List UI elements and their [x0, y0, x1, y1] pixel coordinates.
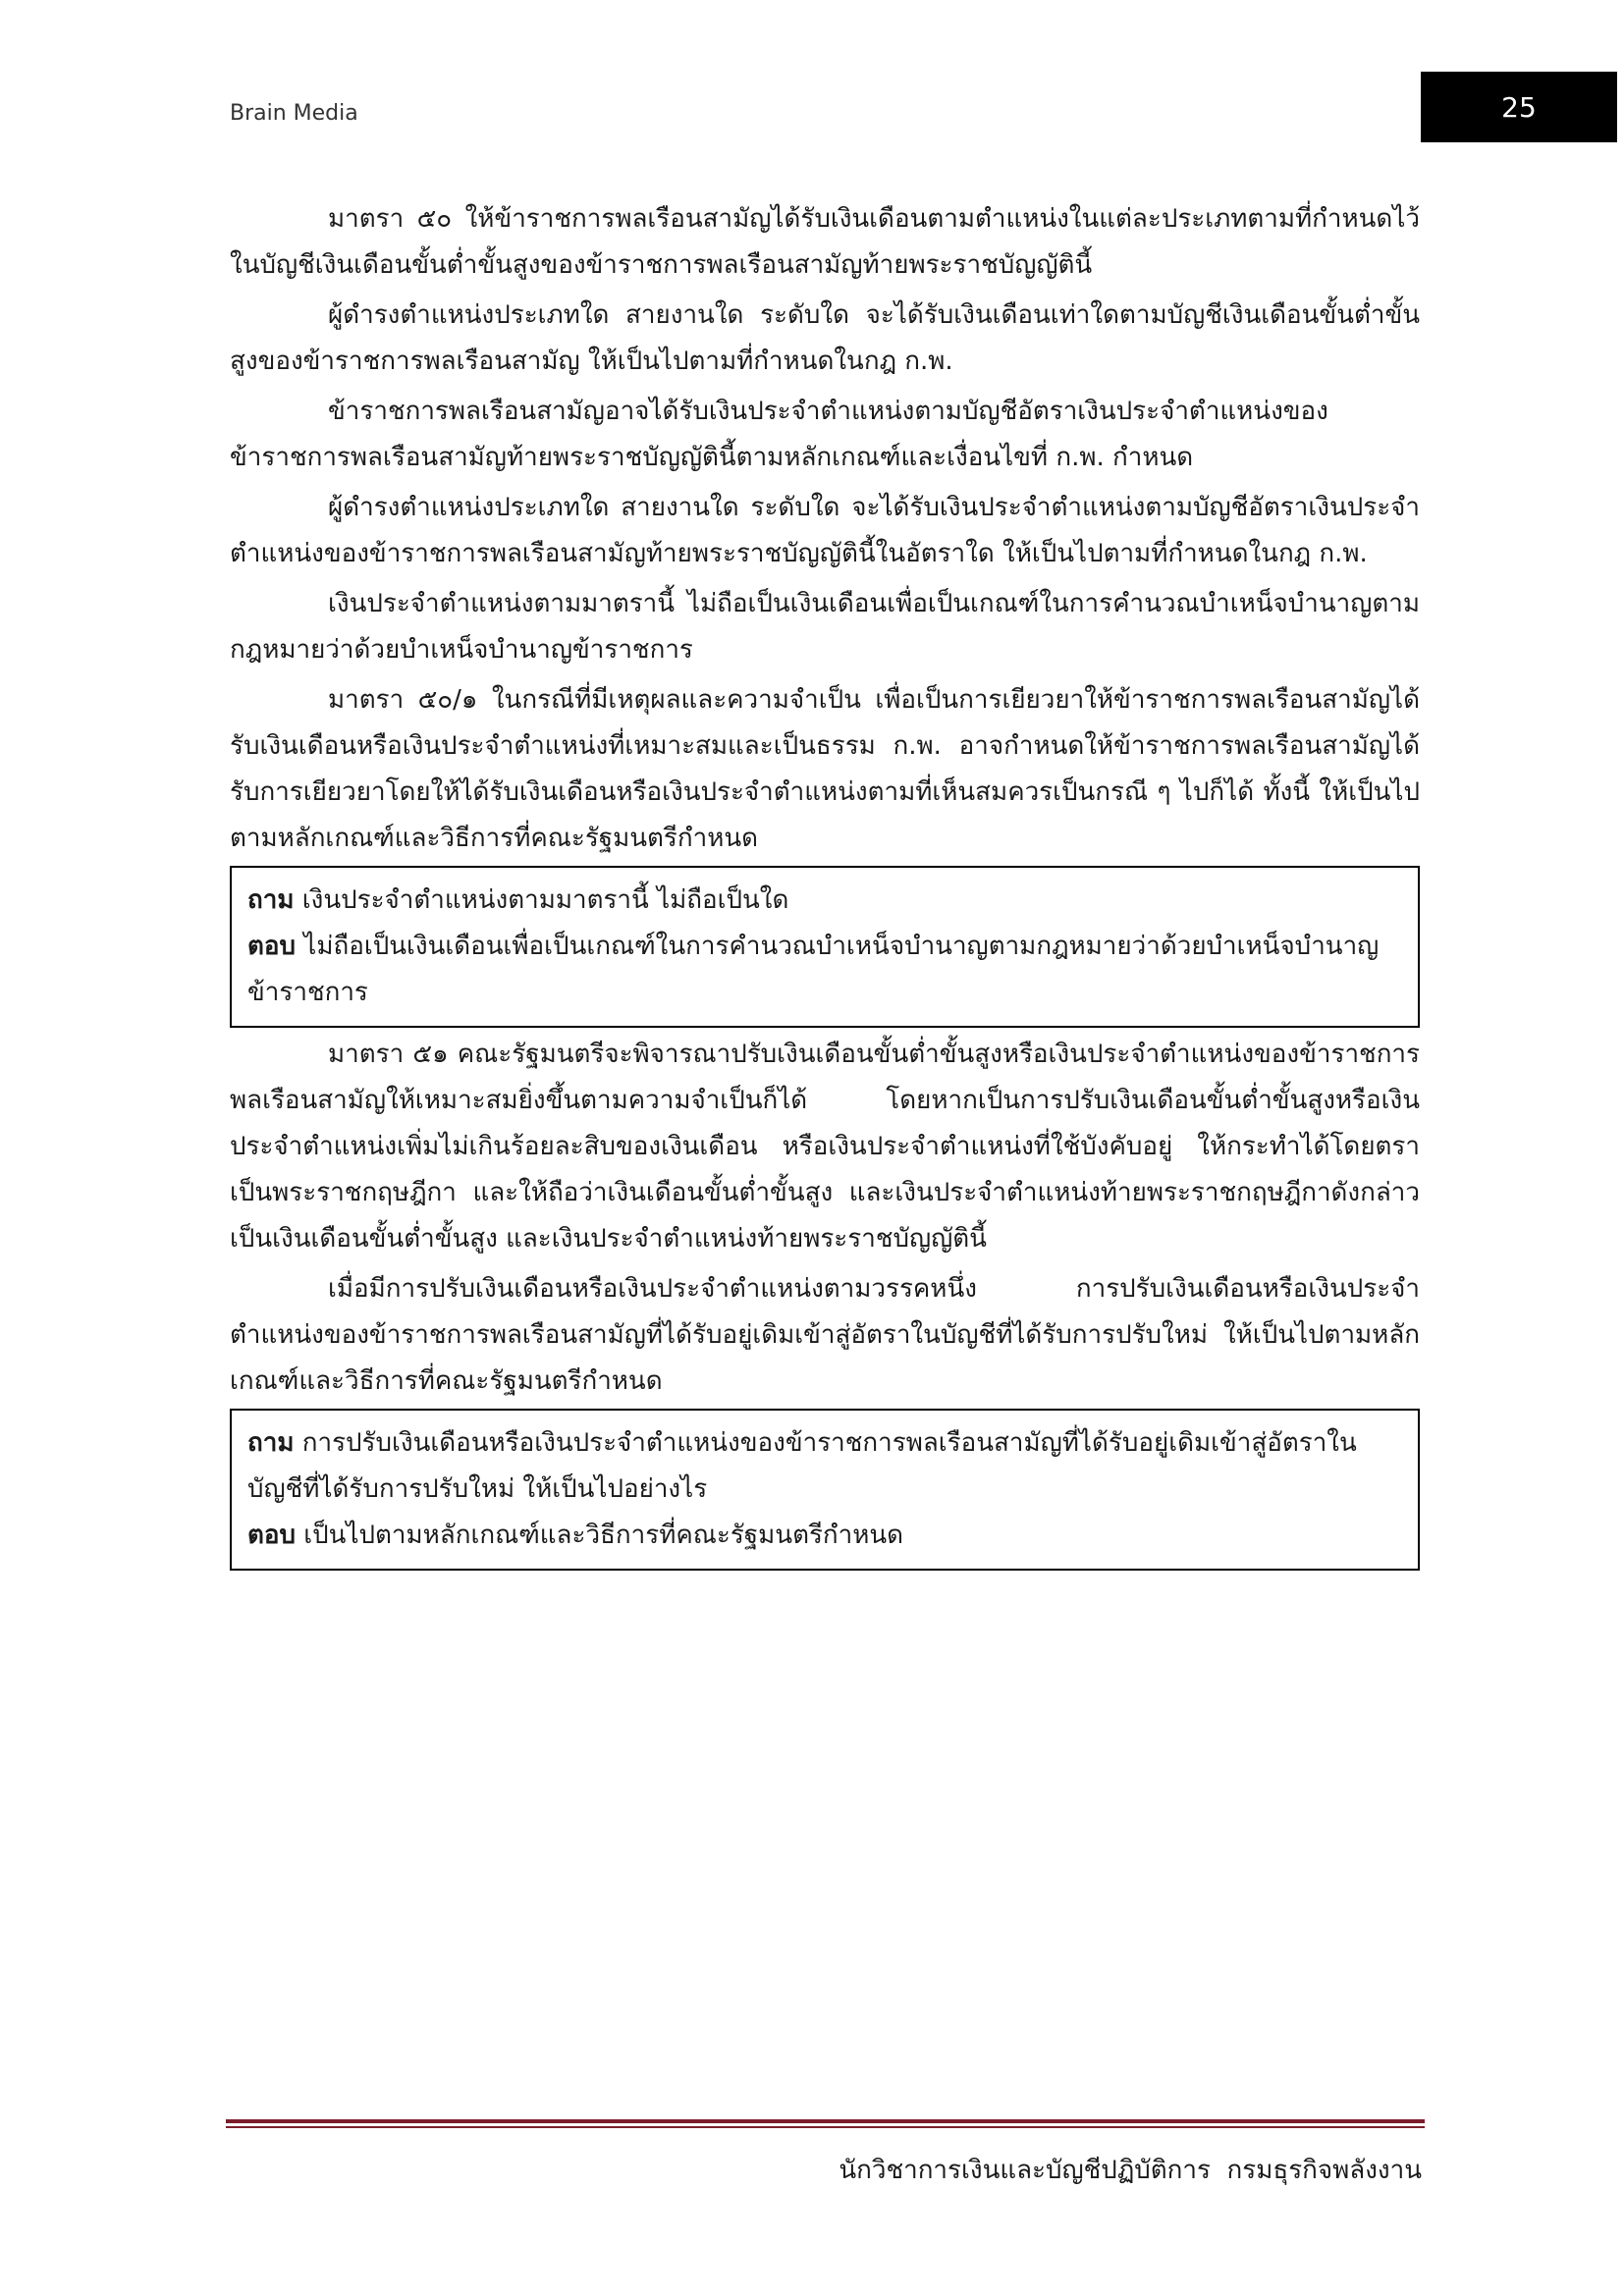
question-label: ถาม [247, 1428, 295, 1458]
page-number: 25 [1501, 90, 1537, 124]
answer-label: ตอบ [247, 1521, 297, 1550]
header-brand: Brain Media [230, 101, 358, 126]
answer-line [247, 924, 1404, 1016]
question-label: ถาม [247, 885, 295, 915]
answer-text: เป็นไปตามหลักเกณฑ์และวิธีการที่คณะรัฐมนตรีกำหนด [303, 1521, 904, 1550]
footer-divider-thick [226, 2119, 1425, 2123]
paragraph-section-50: มาตรา ๕๐ ให้ข้าราชการพลเรือนสามัญได้รับเงินเดือนตามตำแหน่งในแต่ละประเภทตามที่กำหนดไว้ในบัญชีเงินเดือนขั้นต่ำขั้นสูงของข้าราชการพลเรือนสามัญท้ายพระราชบัญญัตินี้ [230, 204, 1420, 280]
qa-box-1 [230, 866, 1420, 1028]
answer-text: ไม่ถือเป็นเงินเดือนเพื่อเป็นเกณฑ์ในการคำนวณบำเหน็จบำนาญตามกฎหมายว่าด้วยบำเหน็จบำนาญข้าราชการ [247, 932, 1380, 1007]
paragraph-section-50-1: มาตรา ๕๐/๑ ในกรณีที่มีเหตุผลและความจำเป็น เพื่อเป็นการเยียวยาให้ข้าราชการพลเรือนสามัญได้รับเงินเดือนหรือเงินประจำตำแหน่งที่เหมาะสมและเป็นธรรม ก.พ. อาจกำหนดให้ข้าราชการพลเรือนสามัญได้รับการเยียวยาโดยให้ได้รับเงินเดือนหรือเงินประจำตำแหน่งตามที่เห็นสมควรเป็นกรณี ๆ ไปก็ได้ ทั้งนี้ ให้เป็นไปตามหลักเกณฑ์และวิธีการที่คณะรัฐมนตรีกำหนด [230, 685, 1420, 853]
paragraph-allowance-pension: เงินประจำตำแหน่งตามมาตรานี้ ไม่ถือเป็นเงินเดือนเพื่อเป็นเกณฑ์ในการคำนวณบำเหน็จบำนาญตามกฎหมายว่าด้วยบำเหน็จบำนาญข้าราชการ [230, 589, 1420, 665]
footer-department: นักวิชาการเงินและบัญชีปฏิบัติการ กรมธุรกิจพลังงาน [839, 2156, 1422, 2185]
question-line [247, 878, 1404, 924]
answer-line [247, 1513, 1404, 1559]
page-number-badge [1421, 72, 1617, 142]
paragraph-allowance-rate: ผู้ดำรงตำแหน่งประเภทใด สายงานใด ระดับใด จะได้รับเงินประจำตำแหน่งตามบัญชีอัตราเงินประจำตำแหน่งของข้าราชการพลเรือนสามัญท้ายพระราชบัญญัตินี้ในอัตราใด ให้เป็นไปตามที่กำหนดในกฎ ก.พ. [230, 493, 1420, 568]
paragraph-salary-position: ผู้ดำรงตำแหน่งประเภทใด สายงานใด ระดับใด จะได้รับเงินเดือนเท่าใดตามบัญชีเงินเดือนขั้นต่ำขั้นสูงของข้าราชการพลเรือนสามัญ ให้เป็นไปตามที่กำหนดในกฎ ก.พ. [230, 300, 1420, 376]
qa-box-2 [230, 1409, 1420, 1571]
document-body [230, 196, 1420, 1571]
question-line [247, 1420, 1404, 1513]
answer-label: ตอบ [247, 932, 297, 961]
footer-divider-thin [226, 2126, 1425, 2128]
paragraph-position-allowance: ข้าราชการพลเรือนสามัญอาจได้รับเงินประจำตำแหน่งตามบัญชีอัตราเงินประจำตำแหน่งของข้าราชการพลเรือนสามัญท้ายพระราชบัญญัตินี้ตามหลักเกณฑ์และเงื่อนไขที่ ก.พ. กำหนด [230, 397, 1328, 472]
paragraph-section-51: มาตรา ๕๑ คณะรัฐมนตรีจะพิจารณาปรับเงินเดือนขั้นต่ำขั้นสูงหรือเงินประจำตำแหน่งของข้าราชการพลเรือนสามัญให้เหมาะสมยิ่งขึ้นตามความจำเป็นก็ได้ โดยหากเป็นการปรับเงินเดือนขั้นต่ำขั้นสูงหรือเงินประจำตำแหน่งเพิ่มไม่เกินร้อยละสิบของเงินเดือน หรือเงินประจำตำแหน่งที่ใช้บังคับอยู่ ให้กระทำได้โดยตราเป็นพระราชกฤษฎีกา และให้ถือว่าเงินเดือนขั้นต่ำขั้นสูง และเงินประจำตำแหน่งท้ายพระราชกฤษฎีกาดังกล่าว เป็นเงินเดือนขั้นต่ำขั้นสูง และเงินประจำตำแหน่งท้ายพระราชบัญญัตินี้ [230, 1040, 1420, 1254]
question-text: การปรับเงินเดือนหรือเงินประจำตำแหน่งของข้าราชการพลเรือนสามัญที่ได้รับอยู่เดิมเข้าสู่อัตราในบัญชีที่ได้รับการปรับใหม่ ให้เป็นไปอย่างไร [247, 1428, 1357, 1504]
question-text: เงินประจำตำแหน่งตามมาตรานี้ ไม่ถือเป็นใด [301, 885, 789, 915]
paragraph-salary-adjustment: เมื่อมีการปรับเงินเดือนหรือเงินประจำตำแหน่งตามวรรคหนึ่ง การปรับเงินเดือนหรือเงินประจำตำแหน่งของข้าราชการพลเรือนสามัญที่ได้รับอยู่เดิมเข้าสู่อัตราในบัญชีที่ได้รับการปรับใหม่ ให้เป็นไปตามหลักเกณฑ์และวิธีการที่คณะรัฐมนตรีกำหนด [230, 1274, 1420, 1396]
